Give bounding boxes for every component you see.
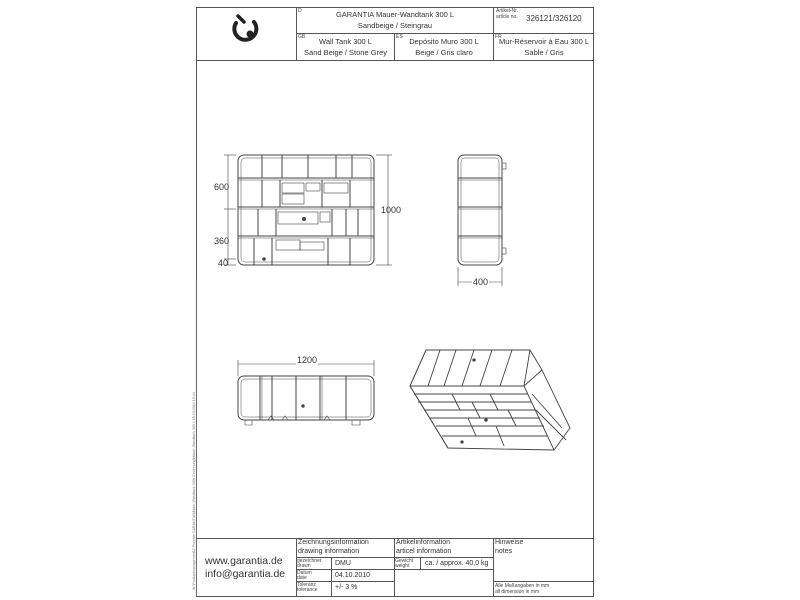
tolerance-label-en: tolerance xyxy=(297,587,318,593)
footer-divider-3 xyxy=(493,538,494,597)
title-es-line1: Depósito Muro 300 L xyxy=(409,37,479,46)
lang-code-fr: FR xyxy=(495,34,502,40)
date-value: 04.10.2010 xyxy=(335,572,371,579)
lang-code-es: ES xyxy=(396,34,403,40)
title-gb-line1: Wall Tank 300 L xyxy=(319,37,372,46)
weight-value: ca. / approx. 40,0 kg xyxy=(425,560,489,567)
notes-en: notes xyxy=(495,548,513,555)
measure-note-de: Alle Maßangaben in mm xyxy=(495,583,550,589)
isometric-view xyxy=(410,350,570,450)
drawn-label-en: drawn xyxy=(297,563,311,569)
footer-weight-divider xyxy=(420,557,421,569)
dim-front-1000: 1000 xyxy=(381,205,402,215)
article-numbers: 326121/326120 xyxy=(526,14,582,23)
title-es-line2: Beige / Gris claro xyxy=(415,48,473,57)
drawing-info-en: drawing information xyxy=(298,548,360,555)
dim-side-400: 400 xyxy=(473,277,489,287)
lang-code-gb: GB xyxy=(298,34,306,40)
title-de-line2: Sandbeige / Steingrau xyxy=(357,21,433,30)
dim-front-600: 600 xyxy=(214,182,230,192)
dim-top-1200: 1200 xyxy=(297,355,318,365)
footer-top-border xyxy=(196,538,594,539)
dim-front-40: 40 xyxy=(218,258,229,268)
date-label-en: date xyxy=(297,575,307,581)
dim-front-360: 360 xyxy=(214,236,230,246)
article-info-en: articel information xyxy=(396,548,452,555)
article-label-en: article no. xyxy=(496,14,518,20)
title-gb-line2: Sand Beige / Stone Grey xyxy=(304,48,387,57)
footer-row-line-6 xyxy=(493,581,594,582)
top-view xyxy=(238,360,374,425)
title-fr-line1: Mur-Réservoir à Eau 300 L xyxy=(498,37,590,46)
weight-label-de: Gewicht xyxy=(395,558,414,564)
article-label-de: Artikel-Nr. xyxy=(496,8,518,14)
tolerance-value: +/- 3 % xyxy=(335,584,358,591)
lang-code-de: D xyxy=(298,8,302,14)
measure-note-en: all dimension in mm xyxy=(495,589,540,595)
title-fr-line2: Sable / Gris xyxy=(524,48,564,57)
drawing-info-de: Zeichnungsinformation xyxy=(298,539,369,546)
notes-de: Hinweise xyxy=(495,539,524,546)
footer-row-line-5 xyxy=(394,569,493,570)
date-label-de: Datum xyxy=(297,570,312,576)
drawn-label-de: gezeichnet xyxy=(297,558,322,564)
file-path-label: W:\Produktmanagement\2 Projekte GARANTIA\Mauer-Wandtank 300L\Zeichnung\Mauer-Wandtank 300 L 18.10.2010 10:44 xyxy=(192,392,196,590)
website-link[interactable]: www.garantia.de xyxy=(205,555,283,567)
footer-label-divider xyxy=(331,557,332,597)
front-view xyxy=(224,155,392,265)
weight-label-en: weight xyxy=(395,563,410,569)
drawn-value: DMU xyxy=(335,560,351,567)
tolerance-label-de: Toleranz xyxy=(297,582,316,588)
email-link[interactable]: info@garantia.de xyxy=(205,568,286,580)
title-de-line1: GARANTIA Mauer-Wandtank 300 L xyxy=(335,10,455,19)
side-view xyxy=(458,155,506,286)
article-info-de: Artikelinformation xyxy=(396,539,451,546)
